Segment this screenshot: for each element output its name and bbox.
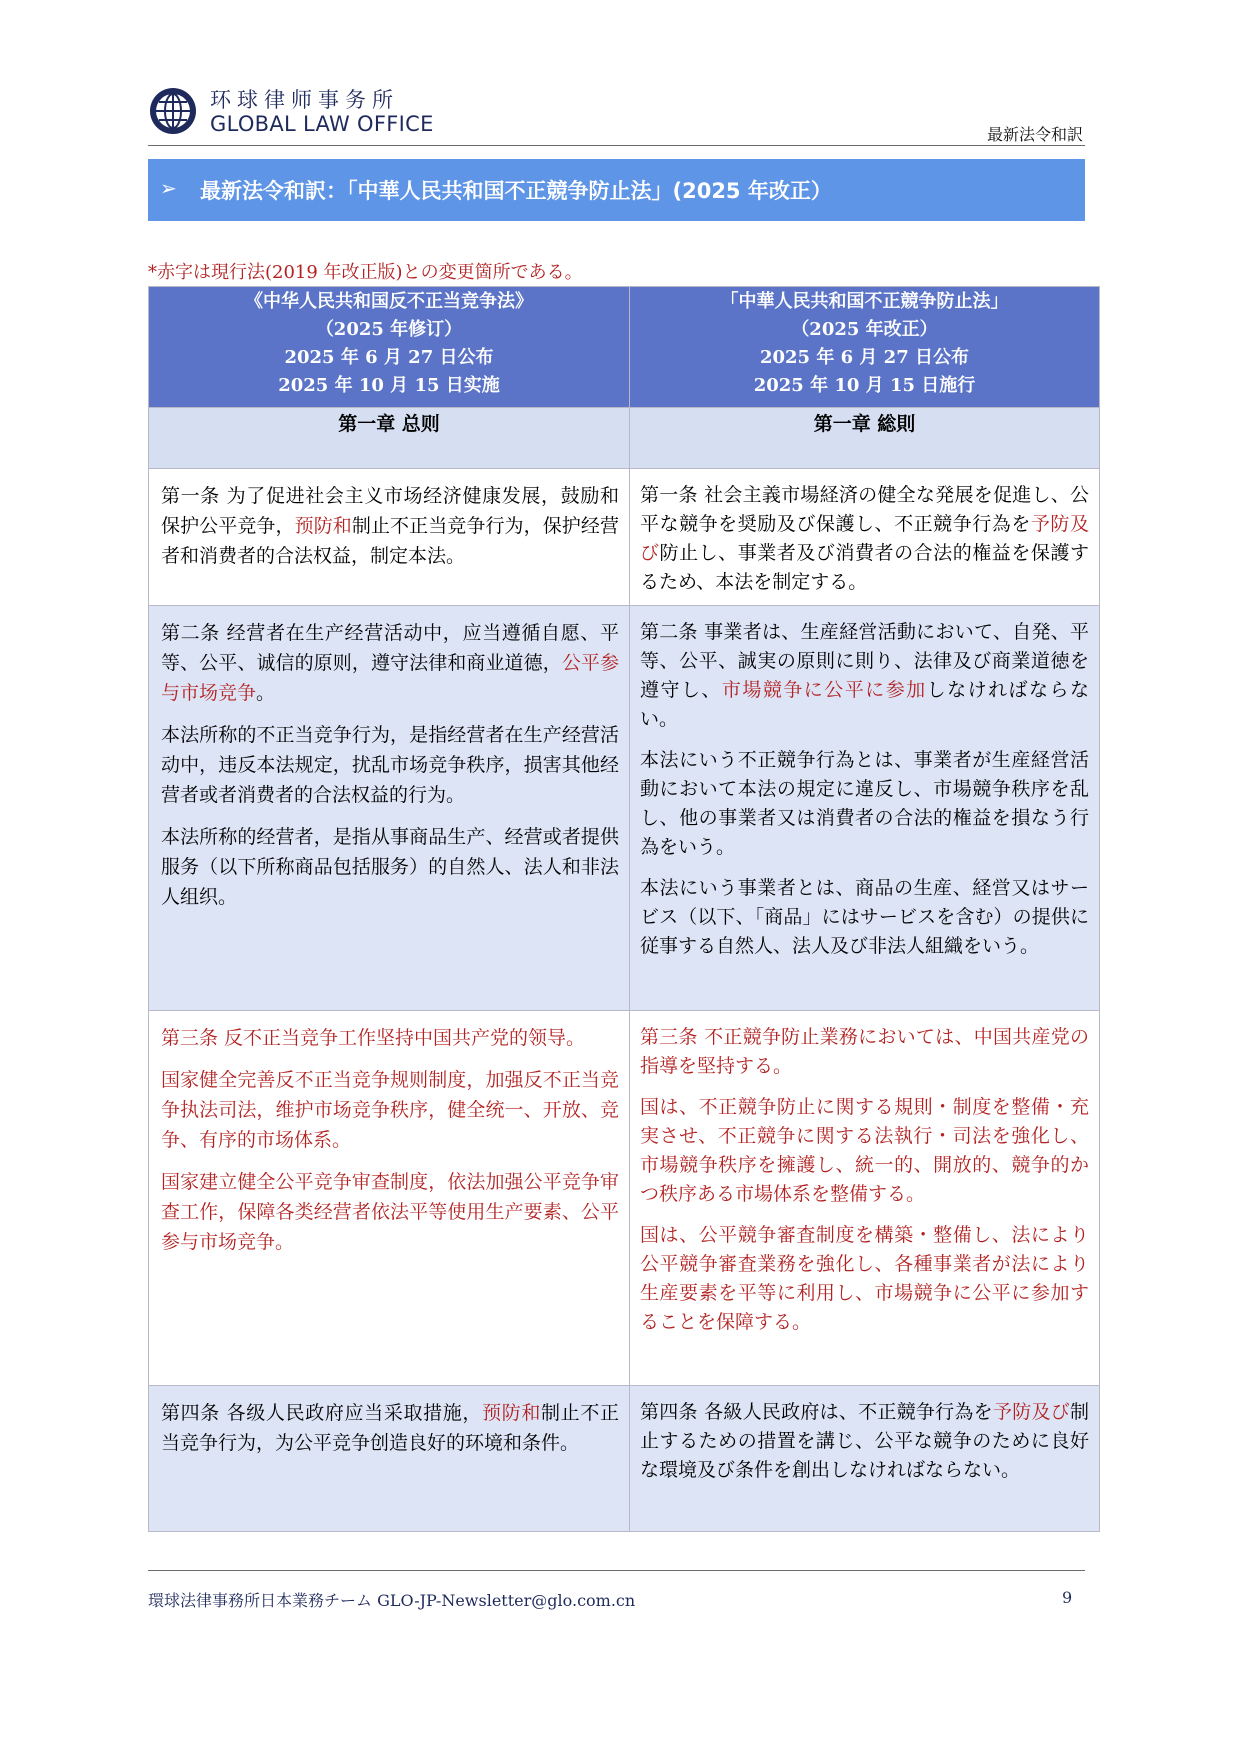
article-3-japanese [630,1011,1100,1386]
article-text: 第四条 各級人民政府は、不正競争行為を [640,1401,993,1423]
article-4-japanese [630,1386,1100,1532]
article-text: 制止不正当竞争行为，保护经营者和消费者的合法权益，制定本法。 [161,515,619,567]
article-text: 第二条 事業者は、生産経営活動において、自発、平等、公平、誠実の原則に則り、法律及び商業道徳を遵守し、 [640,621,1089,701]
chinese-law-revision: （2025 年修订） [315,319,463,340]
chapter-title-chinese: 第一章 总则 [149,408,630,469]
article-2-chinese [149,606,630,1011]
article-paragraph: 国家建立健全公平竞争审查制度，依法加强公平竞争审查工作，保障各类经营者依法平等使用生产要素、公平参与市场竞争。 [161,1171,619,1253]
chinese-law-header [149,287,630,408]
changed-text: 公平参与市场竞争 [161,652,619,704]
article-text: 第二条 经营者在生产经营活动中，应当遵循自愿、平等、公平、诚信的原则，遵守法律和商业道德， [161,622,619,674]
comparison-table [148,286,1100,1532]
chinese-law-effective: 2025 年 10 月 15 日实施 [278,375,500,396]
article-paragraph: 国は、公平競争審査制度を構築・整備し、法により公平競争審査業務を強化し、各種事業者が法により生産要素を平等に利用し、市場競争に公平に参加することを保障する。 [640,1224,1089,1333]
article-1-japanese [630,469,1100,606]
article-paragraph: 本法にいう事業者とは、商品の生産、経営又はサービス（以下、「商品」にはサービスを含む）の提供に従事する自然人、法人及び非法人組織をいう。 [640,877,1089,957]
changed-text: 市場競争に公平に参加 [721,679,927,701]
article-1-chinese [149,469,630,606]
changed-text: 予防及び [640,513,1089,564]
chinese-law-promulgated: 2025 年 6 月 27 日公布 [284,347,494,368]
article-2-japanese [630,606,1100,1011]
brand-name-english: GLOBAL LAW OFFICE [210,112,434,136]
page-number: 9 [1062,1588,1073,1607]
japanese-law-header [630,287,1100,408]
changed-text: 预防和 [482,1402,542,1424]
japanese-law-effective: 2025 年 10 月 15 日施行 [753,375,976,396]
table-row [149,1011,1100,1386]
article-paragraph: 国家健全完善反不正当竞争规则制度，加强反不正当竞争执法司法，维护市场竞争秩序，健全统一、开放、竞争、有序的市场体系。 [161,1069,619,1151]
article-paragraph: 本法にいう不正競争行為とは、事業者が生産経営活動において本法の規定に違反し、市場競争秩序を乱し、他の事業者又は消費者の合法的権益を損なう行為をいう。 [640,749,1089,858]
japanese-law-promulgated: 2025 年 6 月 27 日公布 [759,347,969,368]
japanese-law-revision: （2025 年改正） [791,319,938,340]
chinese-law-title: 《中华人民共和国反不正当竞争法》 [245,291,533,312]
globe-logo-icon [148,86,198,136]
article-3-chinese [149,1011,630,1386]
header-divider [148,145,1085,146]
article-paragraph [640,618,1089,734]
changed-text: 予防及び [992,1401,1070,1423]
article-text: 制止するための措置を講じ、公平な競争のために良好な環境及び条件を創出しなければならない。 [640,1401,1089,1481]
japanese-law-title: 「中華人民共和国不正競争防止法」 [720,291,1009,312]
table-row [149,1386,1100,1532]
title-banner [148,159,1085,221]
article-text: しなければならない。 [640,679,1089,730]
brand-name-chinese: 环球律师事务所 [210,88,399,112]
article-text: 第四条 各级人民政府应当采取措施， [161,1402,483,1424]
page-header [148,80,1085,146]
change-note: *赤字は現行法(2019 年改正版)との変更箇所である。 [148,262,583,283]
article-text: 第一条 为了促进社会主义市场经济健康发展，鼓励和保护公平竞争， [161,485,619,537]
arrow-bullet-icon: ➢ [160,176,177,200]
article-paragraph [161,618,619,708]
chapter-title-japanese: 第一章 総則 [630,408,1100,469]
table-row [149,469,1100,606]
changed-text: 预防和 [294,515,352,537]
article-text: 第一条 社会主義市場経済の健全な発展を促進し、公平な競争を奨励及び保護し、不正競争行為を [640,484,1089,535]
article-paragraph: 第三条 不正競争防止業務においては、中国共産党の指導を堅持する。 [640,1026,1089,1077]
article-paragraph: 本法所称的不正当竞争行为，是指经营者在生产经营活动中，违反本法规定，扰乱市场竞争秩序，损害其他经营者或者消费者的合法权益的行为。 [161,724,619,806]
page-title: 最新法令和訳：「中華人民共和国不正競争防止法」(2025 年改正） [200,179,832,203]
article-text: 。 [256,682,276,704]
chapter-row [149,408,1100,469]
footer-team: 環球法律事務所日本業務チーム [148,1591,373,1610]
article-text: 防止し、事業者及び消費者の合法的権益を保護するため、本法を制定する。 [640,542,1089,593]
page-footer [148,1588,635,1611]
footer-divider [148,1570,1085,1571]
article-text: 制止不正当竞争行为，为公平竞争创造良好的环境和条件。 [161,1402,619,1454]
article-4-chinese [149,1386,630,1532]
article-paragraph: 本法所称的经营者，是指从事商品生产、经营或者提供服务（以下所称商品包括服务）的自然人、法人和非法人组织。 [161,826,619,908]
section-label: 最新法令和訳 [986,125,1083,144]
table-header-row [149,287,1100,408]
footer-email[interactable]: GLO-JP-Newsletter@glo.com.cn [377,1591,636,1610]
article-paragraph: 第三条 反不正当竞争工作坚持中国共产党的领导。 [161,1027,586,1049]
article-paragraph: 国は、不正競争防止に関する規則・制度を整備・充実させ、不正競争に関する法執行・司法を強化し、市場競争秩序を擁護し、統一的、開放的、競争的かつ秩序ある市場体系を整備する。 [640,1096,1089,1205]
table-row [149,606,1100,1011]
